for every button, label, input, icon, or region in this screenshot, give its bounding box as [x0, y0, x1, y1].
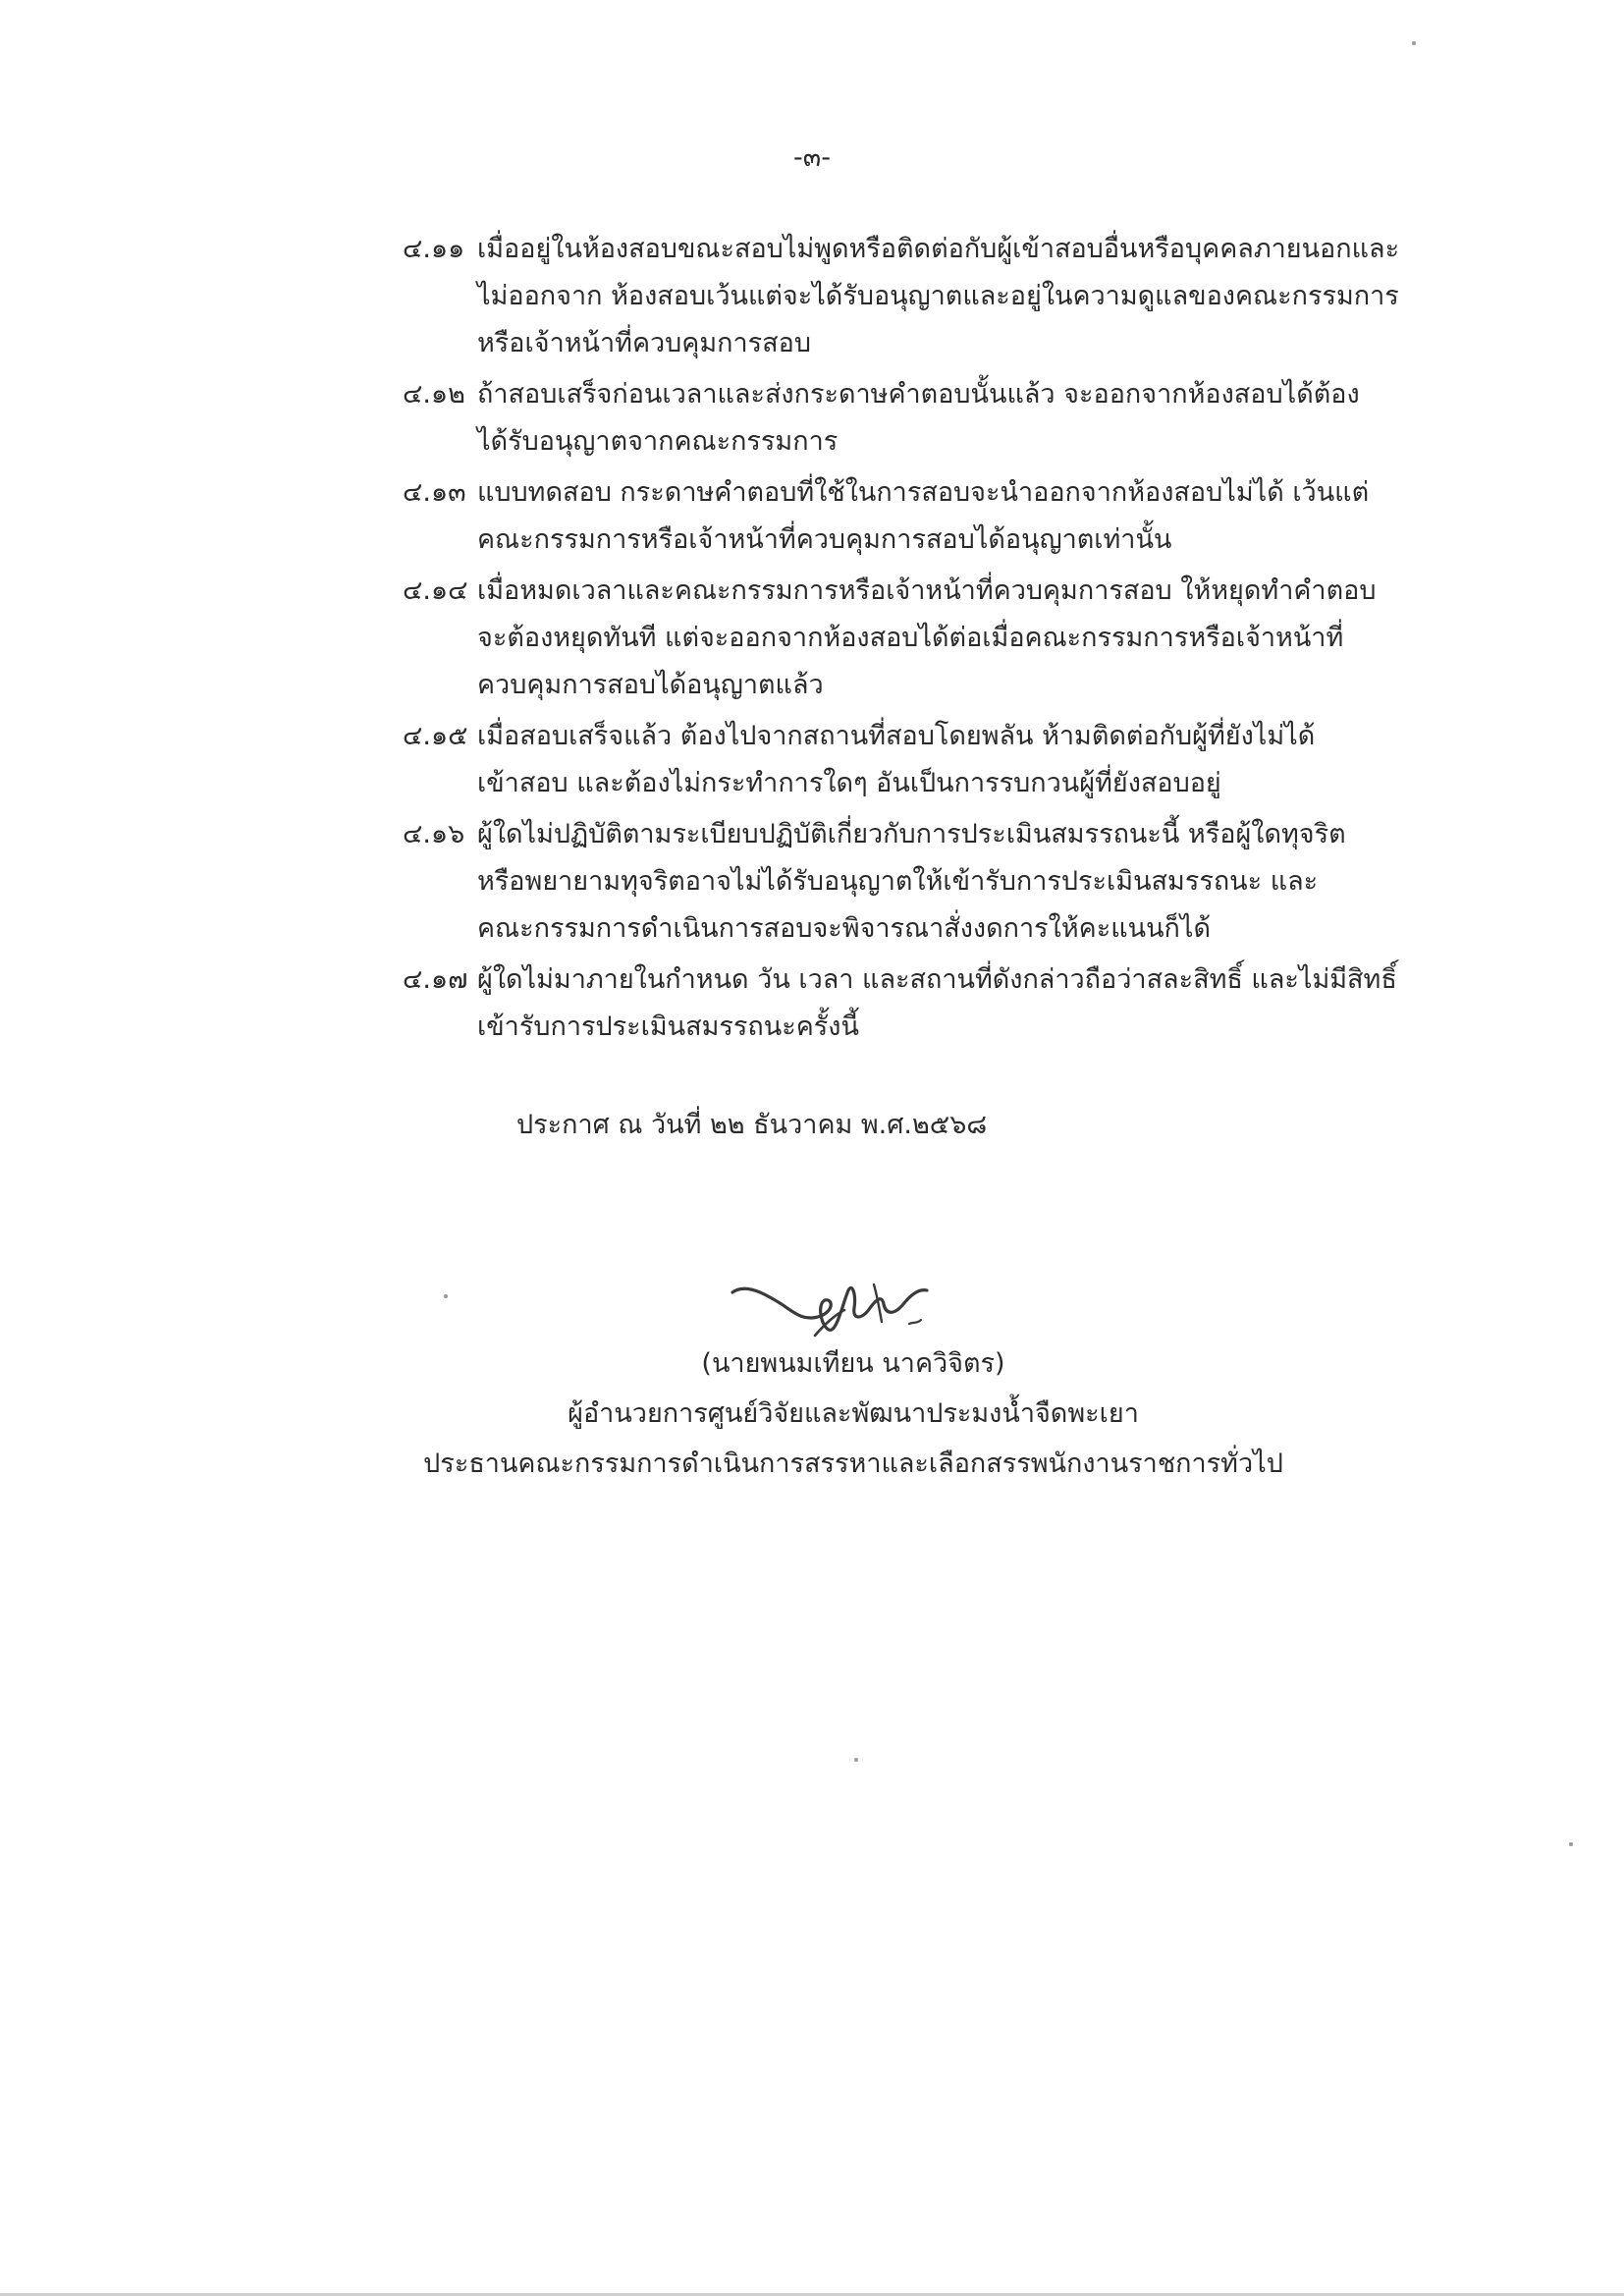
rule-4-11 [403, 226, 1404, 367]
committee-chair-title: ประธานคณะกรรมการดำเนินการสรรหาและเลือกสรรพนักงานราชการทั่วไป [423, 1449, 1283, 1479]
scan-speck [1412, 41, 1416, 45]
rule-number: ๔.๑๕ [403, 721, 468, 751]
rule-4-14 [403, 568, 1404, 709]
signer-name: (นายพนมเทียน นาควิจิตร) [701, 1348, 1005, 1379]
rule-line: เข้ารับการประเมินสมรรถนะครั้งนี้ [477, 1011, 859, 1042]
signer-position: ผู้อำนวยการศูนย์วิจัยและพัฒนาประมงน้ำจืดพะเยา [568, 1398, 1139, 1429]
rule-line: ถ้าสอบเสร็จก่อนเวลาและส่งกระดาษคำตอบนั้นแล้ว จะออกจากห้องสอบได้ต้อง [477, 379, 1360, 410]
rule-line: แบบทดสอบ กระดาษคำตอบที่ใช้ในการสอบจะนำออกจากห้องสอบไม่ได้ เว้นแต่ [477, 477, 1370, 508]
rule-4-13 [403, 469, 1404, 564]
rule-number: ๔.๑๖ [403, 819, 465, 849]
scan-speck [854, 1758, 858, 1762]
announcement-date: ประกาศ ณ วันที่ ๒๒ ธันวาคม พ.ศ.๒๕๖๘ [516, 1110, 988, 1140]
rule-line: ได้รับอนุญาตจากคณะกรรมการ [477, 426, 839, 457]
rule-number: ๔.๑๒ [403, 379, 465, 410]
rule-line: ไม่ออกจาก ห้องสอบเว้นแต่จะได้รับอนุญาตและอยู่ในความดูแลของคณะกรรมการ [477, 281, 1399, 311]
rule-line: หรือพยายามทุจริตอาจไม่ได้รับอนุญาตให้เข้ารับการประเมินสมรรถนะ และ [477, 866, 1319, 897]
rule-4-16 [403, 811, 1404, 953]
rule-text [477, 957, 1404, 1051]
rule-line: เข้าสอบ และต้องไม่กระทำการใดๆ อันเป็นการรบกวนผู้ที่ยังสอบอยู่ [477, 768, 1221, 798]
rule-line: เมื่อสอบเสร็จแล้ว ต้องไปจากสถานที่สอบโดยพลัน ห้ามติดต่อกับผู้ที่ยังไม่ได้ [477, 721, 1316, 751]
rule-text [477, 713, 1404, 807]
rule-4-12 [403, 371, 1404, 465]
page-number: -๓- [793, 142, 831, 173]
rule-number: ๔.๑๗ [403, 964, 468, 995]
rule-text [477, 469, 1404, 564]
rule-4-17 [403, 957, 1404, 1051]
rule-line: เมื่อหมดเวลาและคณะกรรมการหรือเจ้าหน้าที่ควบคุมการสอบ ให้หยุดทำคำตอบ [477, 575, 1377, 606]
rule-number: ๔.๑๑ [403, 234, 465, 264]
rule-4-15 [403, 713, 1404, 807]
rule-text [477, 811, 1404, 953]
rule-text [477, 226, 1404, 367]
rule-number: ๔.๑๓ [403, 477, 466, 508]
rule-line: คณะกรรมการดำเนินการสอบจะพิจารณาสั่งงดการให้คะแนนก็ได้ [477, 913, 1211, 944]
rule-text [477, 371, 1404, 465]
rule-line: เมื่ออยู่ในห้องสอบขณะสอบไม่พูดหรือติดต่อกับผู้เข้าสอบอื่นหรือบุคคลภายนอกและ [477, 234, 1400, 264]
rule-text [477, 568, 1404, 709]
rule-line: ผู้ใดไม่มาภายในกำหนด วัน เวลา และสถานที่ดังกล่าวถือว่าสละสิทธิ์ และไม่มีสิทธิ์ [477, 964, 1397, 995]
rule-number: ๔.๑๔ [403, 575, 468, 606]
scan-speck [1569, 1842, 1573, 1846]
rule-line: คณะกรรมการหรือเจ้าหน้าที่ควบคุมการสอบได้อนุญาตเท่านั้น [477, 524, 1172, 555]
rule-line: หรือเจ้าหน้าที่ควบคุมการสอบ [477, 328, 812, 358]
scan-speck [444, 1294, 448, 1298]
rule-line: จะต้องหยุดทันที แต่จะออกจากห้องสอบได้ต่อเมื่อคณะกรรมการหรือเจ้าหน้าที่ [477, 623, 1344, 653]
rule-line: ควบคุมการสอบได้อนุญาตแล้ว [477, 670, 824, 700]
rules-list [403, 226, 1404, 1055]
rule-line: ผู้ใดไม่ปฏิบัติตามระเบียบปฏิบัติเกี่ยวกับการประเมินสมรรถนะนี้ หรือผู้ใดทุจริต [477, 819, 1346, 849]
